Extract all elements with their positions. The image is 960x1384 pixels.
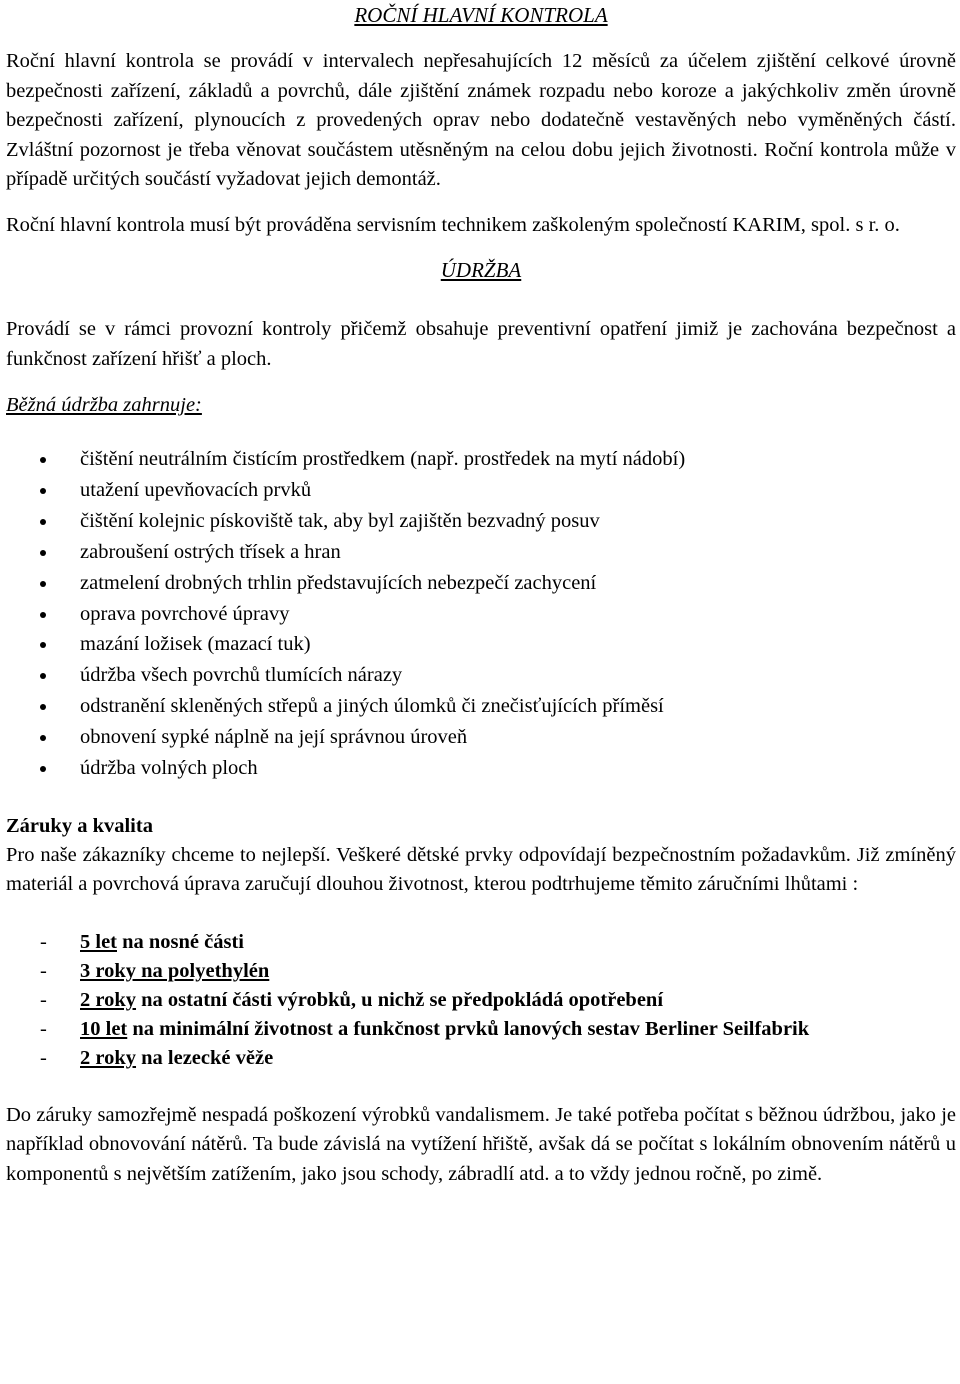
- maintenance-list-item: [6, 537, 956, 568]
- maintenance-list-item: [6, 691, 956, 722]
- maintenance-list-item: [6, 629, 956, 660]
- warranty-list-item: [6, 1044, 956, 1073]
- maintenance-subheading: Běžná údržba zahrnuje:: [6, 394, 202, 416]
- warranty-scope: na nosné části: [117, 930, 245, 953]
- bullet-icon: [40, 581, 46, 587]
- maintenance-intro-paragraph: Provádí se v rámci provozní kontroly přičemž obsahuje preventivní opatření jimiž je zachována bezpečnost a funkčnost zařízení hřišť a ploch.: [6, 318, 956, 370]
- maintenance-list-item: [6, 506, 956, 537]
- bullet-icon: [40, 642, 46, 648]
- bullet-icon: [40, 735, 46, 741]
- maintenance-list-item: [6, 722, 956, 753]
- maintenance-item-text: údržba volných ploch: [80, 757, 258, 780]
- warranty-period: 5 let: [80, 930, 117, 953]
- maintenance-list-item: [6, 660, 956, 691]
- dash-marker: -: [40, 1046, 47, 1069]
- dash-marker: -: [40, 1017, 47, 1040]
- dash-marker: -: [40, 959, 47, 982]
- bullet-icon: [40, 673, 46, 679]
- maintenance-item-text: mazání ložisek (mazací tuk): [80, 633, 311, 656]
- annual-inspection-text-a: Roční hlavní kontrola se provádí v intervalech nepřesahujících 12 měsíců za účelem zjištění celkové úrovně bezpečnosti zařízení, základů a povrchů, dále zjištění známek rozpadu nebo koroze a jakýchkoliv změn úrovně bezpečnosti zařízení, plynoucích z provedených oprav nebo dodatečně vestavěných nebo vyměněných částí.: [6, 50, 956, 131]
- maintenance-item-text: údržba všech povrchů tlumících nárazy: [80, 664, 403, 687]
- dash-marker: -: [40, 930, 47, 953]
- warranty-period: 2 roky: [80, 1046, 137, 1069]
- warranty-period: 3 roky na polyethylén: [80, 959, 270, 982]
- maintenance-list-item: [6, 599, 956, 630]
- warranty-period: 10 let: [80, 1017, 128, 1040]
- bullet-icon: [40, 519, 46, 525]
- bullet-icon: [40, 704, 46, 710]
- maintenance-item-text: zatmelení drobných trhlin představujících nebezpečí zachycení: [80, 571, 597, 594]
- page-title: ROČNÍ HLAVNÍ KONTROLA: [354, 3, 608, 27]
- warranty-scope: na ostatní části výrobků, u nichž se předpokládá opotřebení: [136, 988, 664, 1011]
- bullet-icon: [40, 488, 46, 494]
- dash-marker: -: [40, 988, 47, 1011]
- maintenance-item-text: utažení upevňovacích prvků: [80, 478, 312, 501]
- maintenance-list-item: [6, 475, 956, 506]
- warranty-list-item: [6, 986, 956, 1015]
- warranty-exclusions-paragraph: Do záruky samozřejmě nespadá poškození výrobků vandalismem. Je také potřeba počítat s běžnou údržbou, jako je například obnovování nátěrů. Ta bude závislá na vytížení hřiště, avšak dá se počítat s lokálním obnovením nátěrů u komponentů s největším zatížením, jako jsou schody, zábradlí atd. a to vždy jednou ročně, po zimě.: [6, 1103, 956, 1185]
- bullet-icon: [40, 766, 46, 772]
- warranty-heading: Záruky a kvalita: [6, 814, 153, 837]
- maintenance-list-item: [6, 568, 956, 599]
- annual-inspection-text-b: Zvláštní pozornost je třeba věnovat součástem utěsněným na celou dobu jejich životnosti. Roční kontrola může v případě určitých součástí vyžadovat jejich demontáž.: [6, 138, 956, 190]
- warranty-list-item: [6, 928, 956, 957]
- maintenance-item-text: odstranění skleněných střepů a jiných úlomků či znečisťujících příměsí: [80, 695, 664, 718]
- inspection-technician-paragraph: Roční hlavní kontrola musí být prováděna servisním technikem zaškoleným společností KARIM, spol. s r. o.: [6, 213, 900, 236]
- maintenance-list-item: [6, 753, 956, 784]
- warranty-list-item: [6, 1015, 956, 1044]
- maintenance-list-item: [6, 444, 956, 475]
- warranty-scope: na lezecké věže: [136, 1046, 274, 1069]
- maintenance-item-text: zabroušení ostrých třísek a hran: [80, 540, 341, 563]
- maintenance-item-text: čištění kolejnic pískoviště tak, aby byl zajištěn bezvadný posuv: [80, 509, 600, 532]
- warranty-scope: na minimální životnost a funkčnost prvků lanových sestav Berliner Seilfabrik: [127, 1017, 810, 1040]
- maintenance-item-text: čištění neutrálním čistícím prostředkem (např. prostředek na mytí nádobí): [80, 448, 686, 470]
- bullet-icon: [40, 457, 46, 463]
- bullet-icon: [40, 550, 46, 556]
- warranty-list-item: [6, 957, 956, 986]
- bullet-icon: [40, 612, 46, 618]
- annual-inspection-paragraph: [6, 47, 956, 195]
- maintenance-item-text: oprava povrchové úpravy: [80, 602, 290, 625]
- maintenance-list: [6, 444, 956, 784]
- warranty-list: [6, 928, 956, 1073]
- warranty-period: 2 roky: [80, 988, 137, 1011]
- warranty-intro-paragraph: Pro naše zákazníky chceme to nejlepší. Veškeré dětské prvky odpovídají bezpečnostním požadavkům. Již zmíněný materiál a povrchová úprava zaručují dlouhou životnost, kterou podtrhujeme těmito záručními lhůtami :: [6, 843, 956, 896]
- document-page: [6, 0, 956, 1189]
- maintenance-title: ÚDRŽBA: [440, 258, 522, 282]
- maintenance-item-text: obnovení sypké náplně na její správnou úroveň: [80, 726, 468, 749]
